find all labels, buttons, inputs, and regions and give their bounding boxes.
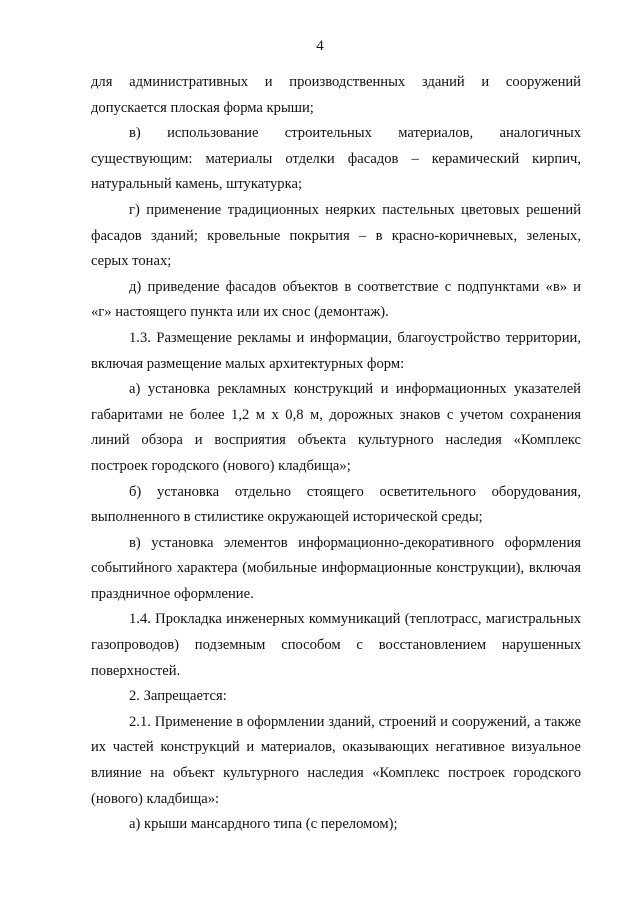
page-number: 4 bbox=[316, 38, 324, 54]
paragraph: г) применение традиционных неярких пастельных цветовых решений фасадов зданий; кровельные покрытия – в красно-коричневых, зеленых, серых тонах; bbox=[91, 201, 581, 270]
paragraph: в) установка элементов информационно-декоративного оформления событийного характера (мобильные информационные конструкции), включая праздничное оформление. bbox=[91, 534, 581, 602]
paragraph: а) крыши мансардного типа (с переломом); bbox=[129, 816, 398, 833]
paragraph: 2. Запрещается: bbox=[129, 688, 227, 705]
paragraph: д) приведение фасадов объектов в соответствие с подпунктами «в» и «г» настоящего пункта или их снос (демонтаж). bbox=[91, 278, 581, 321]
document-body bbox=[91, 70, 581, 838]
paragraph: для административных и производственных зданий и сооружений допускается плоская форма крыши; bbox=[91, 74, 581, 116]
paragraph: 1.3. Размещение рекламы и информации, благоустройство территории, включая размещение малых архитектурных форм: bbox=[91, 329, 581, 372]
paragraph: б) установка отдельно стоящего осветительного оборудования, выполненного в стилистике окружающей исторической среды; bbox=[91, 483, 581, 526]
paragraph: а) установка рекламных конструкций и информационных указателей габаритами не более 1,2 м х 0,8 м, дорожных знаков с учетом сохранения линий обзора и восприятия объекта культурного наследия «Комплекс построек городского (нового) кладбища»; bbox=[91, 381, 581, 474]
paragraph: 1.4. Прокладка инженерных коммуникаций (теплотрасс, магистральных газопроводов) подземным способом с восстановлением нарушенных поверхностей. bbox=[91, 611, 581, 679]
paragraph: 2.1. Применение в оформлении зданий, строений и сооружений, а также их частей конструкций и материалов, оказывающих негативное визуальное влияние на объект культурного наследия «Комплекс построек городского (нового) кладбища»: bbox=[91, 713, 581, 807]
paragraph: в) использование строительных материалов, аналогичных существующим: материалы отделки фасадов – керамический кирпич, натуральный камень, штукатурка; bbox=[91, 125, 581, 193]
